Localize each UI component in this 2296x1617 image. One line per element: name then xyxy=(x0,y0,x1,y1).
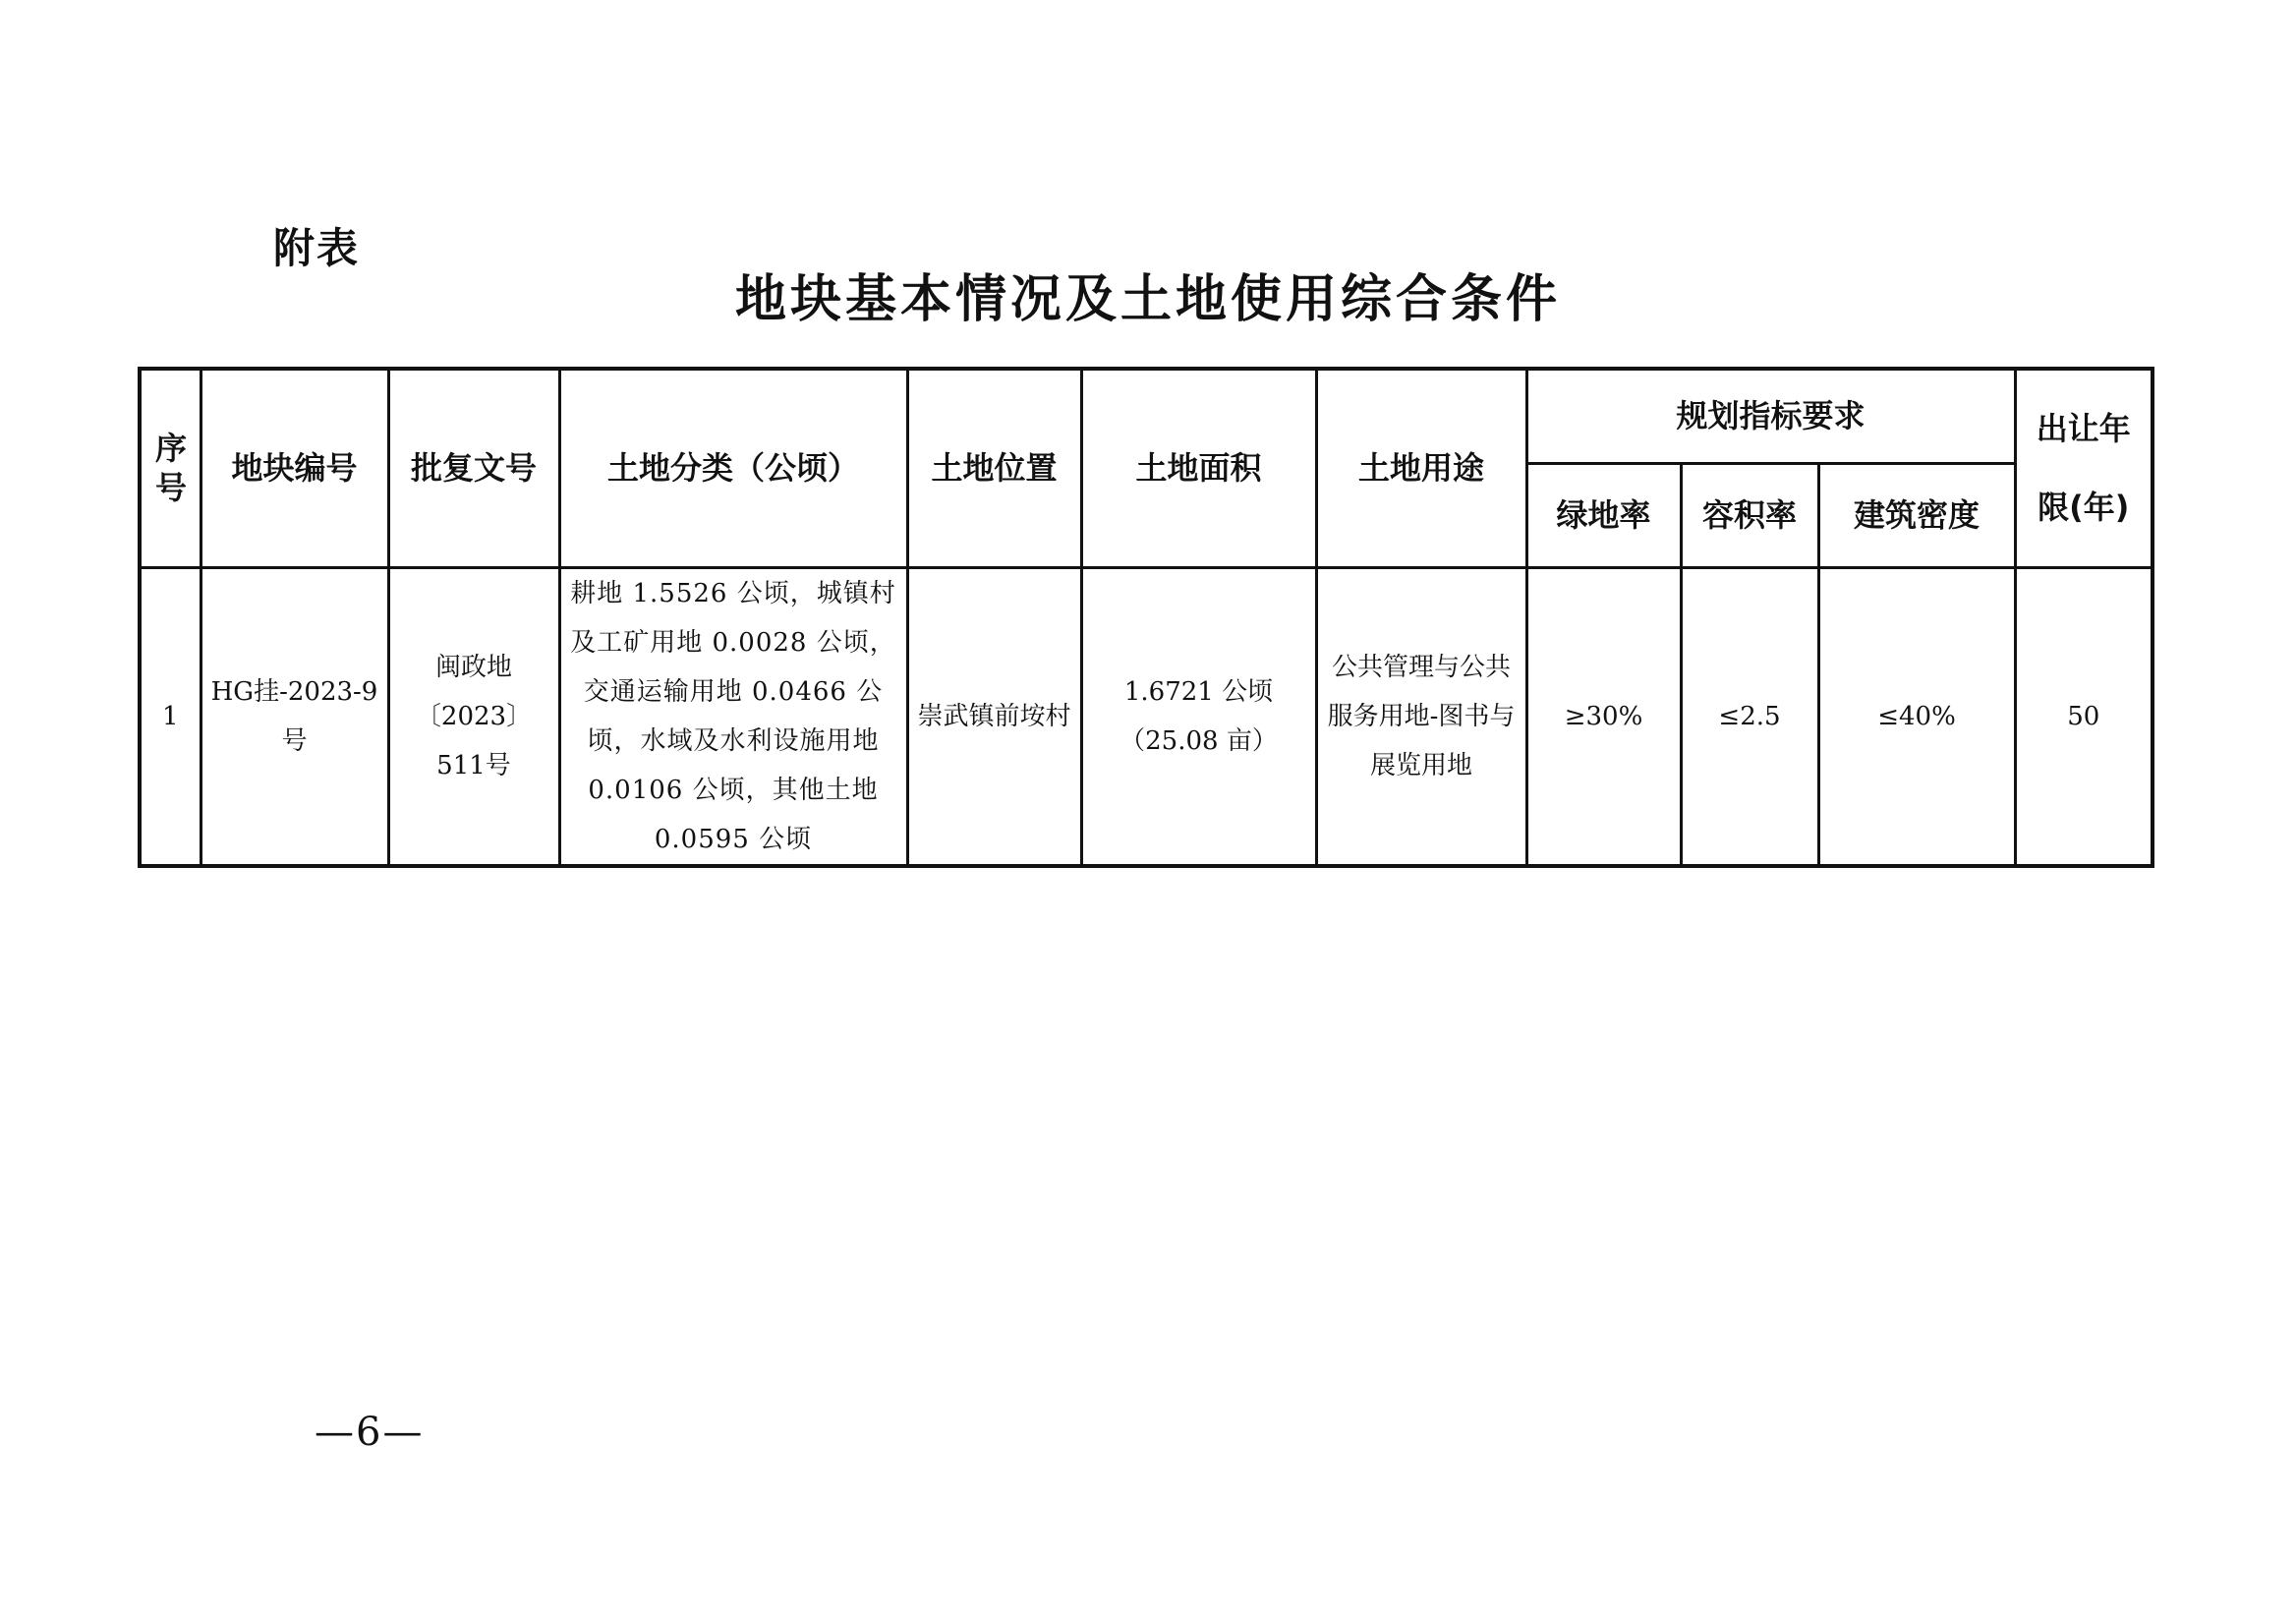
table-header-row xyxy=(140,369,2152,463)
col-header-green-rate: 绿地率 xyxy=(1526,463,1681,567)
col-header-building-density: 建筑密度 xyxy=(1818,463,2015,567)
cell-seq: 1 xyxy=(140,567,201,866)
cell-approval-no: 闽政地〔2023〕511号 xyxy=(388,567,559,866)
cell-area: 1.6721 公顷（25.08 亩） xyxy=(1081,567,1316,866)
cell-term: 50 xyxy=(2015,567,2152,866)
col-header-plot-ratio: 容积率 xyxy=(1681,463,1818,567)
document-title: 地块基本情况及土地使用综合条件 xyxy=(734,269,1561,329)
col-header-usage: 土地用途 xyxy=(1316,369,1526,567)
appendix-label: 附表 xyxy=(273,224,361,272)
table-row xyxy=(140,567,2152,866)
col-header-parcel-no: 地块编号 xyxy=(201,369,388,567)
cell-land-class: 耕地 1.5526 公顷，城镇村及工矿用地 0.0028 公顷，交通运输用地 0.0466 公顷，水域及水利设施用地 0.0106 公顷，其他土地 0.0595 公顷 xyxy=(559,567,907,866)
col-header-area: 土地面积 xyxy=(1081,369,1316,567)
col-header-land-class: 土地分类（公顷） xyxy=(559,369,907,567)
col-header-seq: 序号 xyxy=(140,369,201,567)
page-number: —6— xyxy=(315,1410,425,1455)
cell-green-rate: ≥30% xyxy=(1526,567,1681,866)
cell-usage: 公共管理与公共服务用地-图书与展览用地 xyxy=(1316,567,1526,866)
col-header-approval-no: 批复文号 xyxy=(388,369,559,567)
col-header-planning-group: 规划指标要求 xyxy=(1526,369,2015,463)
cell-parcel-no: HG挂-2023-9号 xyxy=(201,567,388,866)
cell-plot-ratio: ≤2.5 xyxy=(1681,567,1818,866)
cell-building-density: ≤40% xyxy=(1818,567,2015,866)
col-header-term: 出让年限(年) xyxy=(2015,369,2152,567)
cell-location: 崇武镇前垵村 xyxy=(907,567,1081,866)
land-conditions-table xyxy=(138,367,2154,868)
col-header-location: 土地位置 xyxy=(907,369,1081,567)
